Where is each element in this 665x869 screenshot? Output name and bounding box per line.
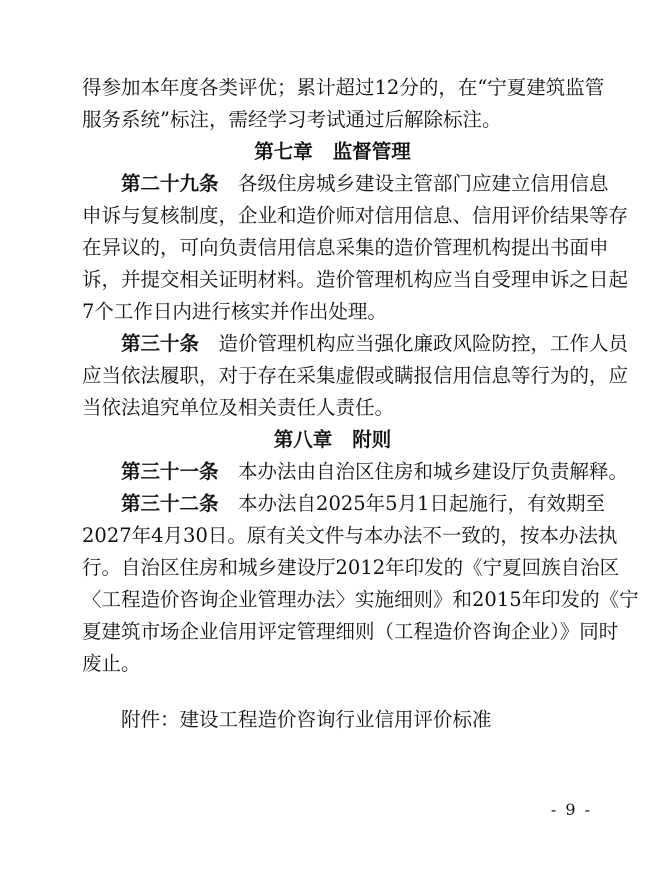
article-30-line-3: 当依法追究单位及相关责任人责任。 [82,396,395,419]
chapter-7-number: 第七章 [254,140,313,163]
article-29-text: 各级住房城乡建设主管部门应建立信用信息 [238,172,609,195]
article-32-line-5: 夏建筑市场企业信用评定管理细则（工程造价咨询企业）》同时 [82,620,619,643]
article-29-line-1 [121,168,609,200]
chapter-8-title: 附则 [352,428,392,451]
text-line-2: 服务系统”标注，需经学习考试通过后解除标注。 [82,108,502,131]
article-30-line-1 [121,328,629,360]
article-30-line-2: 应当依法履职，对于存在采集虚假或瞒报信用信息等行为的，应 [82,364,629,387]
article-32-line-1 [121,488,605,520]
article-32-line-4: 〈工程造价咨询企业管理办法〉实施细则》和2015年印发的《宁 [82,588,639,611]
article-29-line-4: 诉，并提交相关证明材料。造价管理机构应当自受理申诉之日起 [82,268,629,291]
chapter-8-number: 第八章 [273,428,333,451]
attachment-note: 附件：建设工程造价咨询行业信用评价标准 [121,708,492,731]
article-30-text: 造价管理机构应当强化廉政风险防控，工作人员 [218,332,629,355]
article-31-line-1 [121,456,629,488]
article-32-line-3: 行。自治区住房和城乡建设厅2012年印发的《宁夏回族自治区 [82,556,620,579]
article-32-line-2: 2027年4月30日。原有关文件与本办法不一致的，按本办法执 [82,524,618,547]
chapter-7-heading [0,136,665,168]
article-29-label: 第二十九条 [121,172,219,195]
chapter-8-heading [0,424,665,456]
article-30-label: 第三十条 [121,332,200,355]
article-31-text: 本办法由自治区住房和城乡建设厅负责解释。 [238,460,629,483]
page-number: - 9 - [550,800,592,819]
chapter-7-title: 监督管理 [332,140,411,163]
article-32-label: 第三十二条 [121,492,219,515]
article-29-line-3: 在异议的，可向负责信用信息采集的造价管理机构提出书面申 [82,236,609,259]
article-29-line-5: 7个工作日内进行核实并作出处理。 [82,300,387,323]
article-29-line-2: 申诉与复核制度，企业和造价师对信用信息、信用评价结果等存 [82,204,629,227]
article-32-text: 本办法自2025年5月1日起施行，有效期至 [238,492,605,515]
article-32-line-6: 废止。 [82,652,141,675]
text-line-1: 得参加本年度各类评优；累计超过12分的，在“宁夏建筑监管 [82,76,605,99]
article-31-label: 第三十一条 [121,460,219,483]
